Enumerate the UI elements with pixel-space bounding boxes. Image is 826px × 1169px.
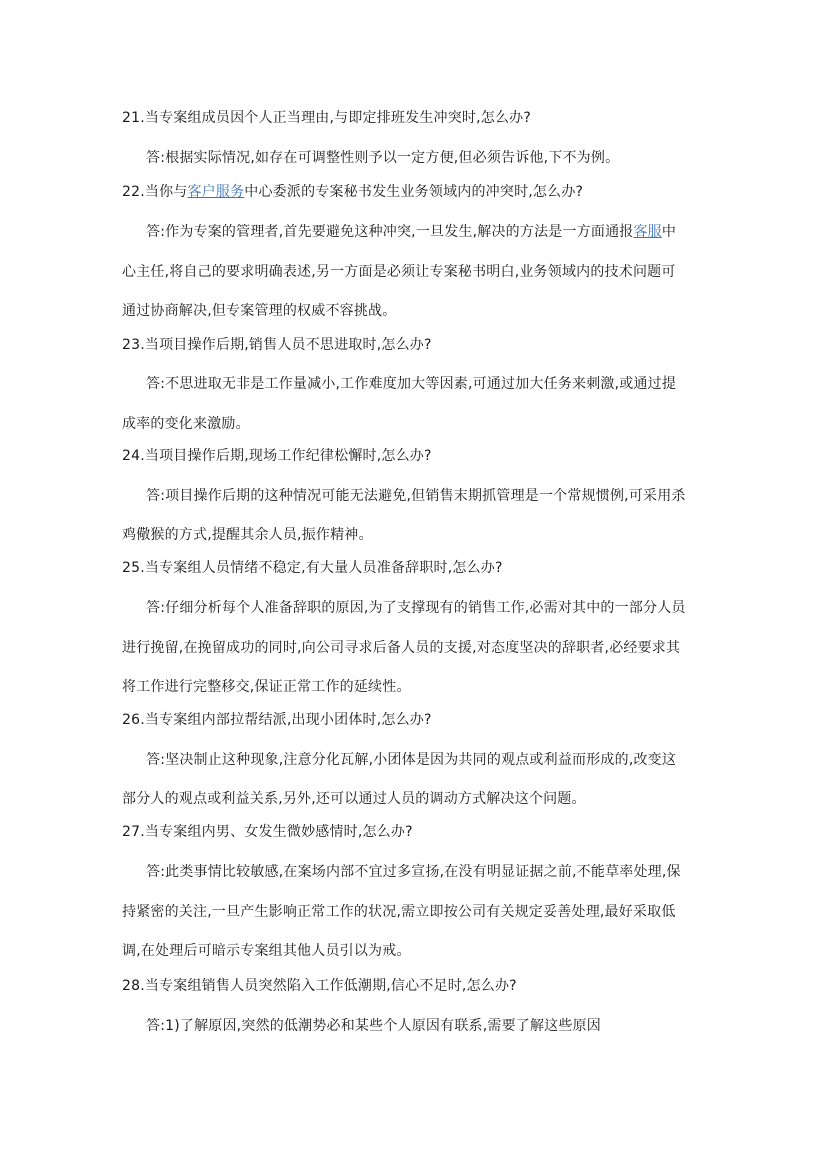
answer-26-line-1: 答:坚决制止这种现象,注意分化瓦解,小团体是因为共同的观点或利益而形成的,改变这 [146,752,677,768]
answer-24-line-1: 答:项目操作后期的这种情况可能无法避免,但销售末期抓管理是一个常规惯例,可采用杀 [146,488,686,504]
answer-27-line-2: 持紧密的关注,一旦产生影响正常工作的状况,需立即按公司有关规定妥善处理,最好采取低 [122,904,676,920]
answer-22-line-2: 心主任,将自己的要求明确表述,另一方面是必须让专案秘书明白,业务领域内的技术问题可 [122,264,676,280]
answer-22-line-1 [146,222,676,242]
question-27: 27.当专案组内男、女发生微妙感情时,怎么办? [122,824,413,840]
customer-service-link[interactable]: 客户服务 [187,184,245,200]
answer-27-line-3: 调,在处理后可暗示专案组其他人员引以为戒。 [122,943,411,959]
answer-22-text-pre: 答:作为专案的管理者,首先要避免这种冲突,一旦发生,解决的方法是一方面通报 [146,224,634,240]
answer-22-text-post: 中 [661,224,677,240]
answer-28-line-1: 答:1)了解原因,突然的低潮势必和某些个人原因有联系,需要了解这些原因 [146,1018,601,1034]
answer-22-line-3: 通过协商解决,但专案管理的权威不容挑战。 [122,303,397,319]
answer-27-line-1: 答:此类事情比较敏感,在案场内部不宜过多宣扬,在没有明显证据之前,不能草率处理,保 [146,864,681,880]
answer-25-line-1: 答:仔细分析每个人准备辞职的原因,为了支撑现有的销售工作,必需对其中的一部分人员 [146,600,686,616]
question-26: 26.当专案组内部拉帮结派,出现小团体时,怎么办? [122,712,432,728]
question-28: 28.当专案组销售人员突然陷入工作低潮期,信心不足时,怎么办? [122,978,517,994]
question-21: 21.当专案组成员因个人正当理由,与即定排班发生冲突时,怎么办? [122,110,531,126]
question-22 [122,182,583,202]
question-22-text-post: 中心委派的专案秘书发生业务领域内的冲突时,怎么办? [244,184,584,200]
answer-25-line-3: 将工作进行完整移交,保证正常工作的延续性。 [122,679,411,695]
answer-23-line-1: 答:不思进取无非是工作量减小,工作难度加大等因素,可通过加大任务来刺激,或通过提 [146,376,677,392]
question-23: 23.当项目操作后期,销售人员不思进取时,怎么办? [122,337,432,353]
question-25: 25.当专案组人员情绪不稳定,有大量人员准备辞职时,怎么办? [122,560,503,576]
answer-26-line-2: 部分人的观点或利益关系,另外,还可以通过人员的调动方式解决这个问题。 [122,791,586,807]
answer-23-line-2: 成率的变化来激励。 [122,416,250,432]
customer-service-short-link[interactable]: 客服 [633,224,662,240]
question-24: 24.当项目操作后期,现场工作纪律松懈时,怎么办? [122,448,432,464]
answer-21: 答:根据实际情况,如存在可调整性则予以一定方便,但必须告诉他,下不为例。 [146,150,620,166]
answer-25-line-2: 进行挽留,在挽留成功的同时,向公司寻求后备人员的支援,对态度坚决的辞职者,必经要求其 [122,640,681,656]
answer-24-line-2: 鸡儆猴的方式,提醒其余人员,振作精神。 [122,527,373,543]
question-22-text-pre: 22.当你与 [122,184,188,200]
